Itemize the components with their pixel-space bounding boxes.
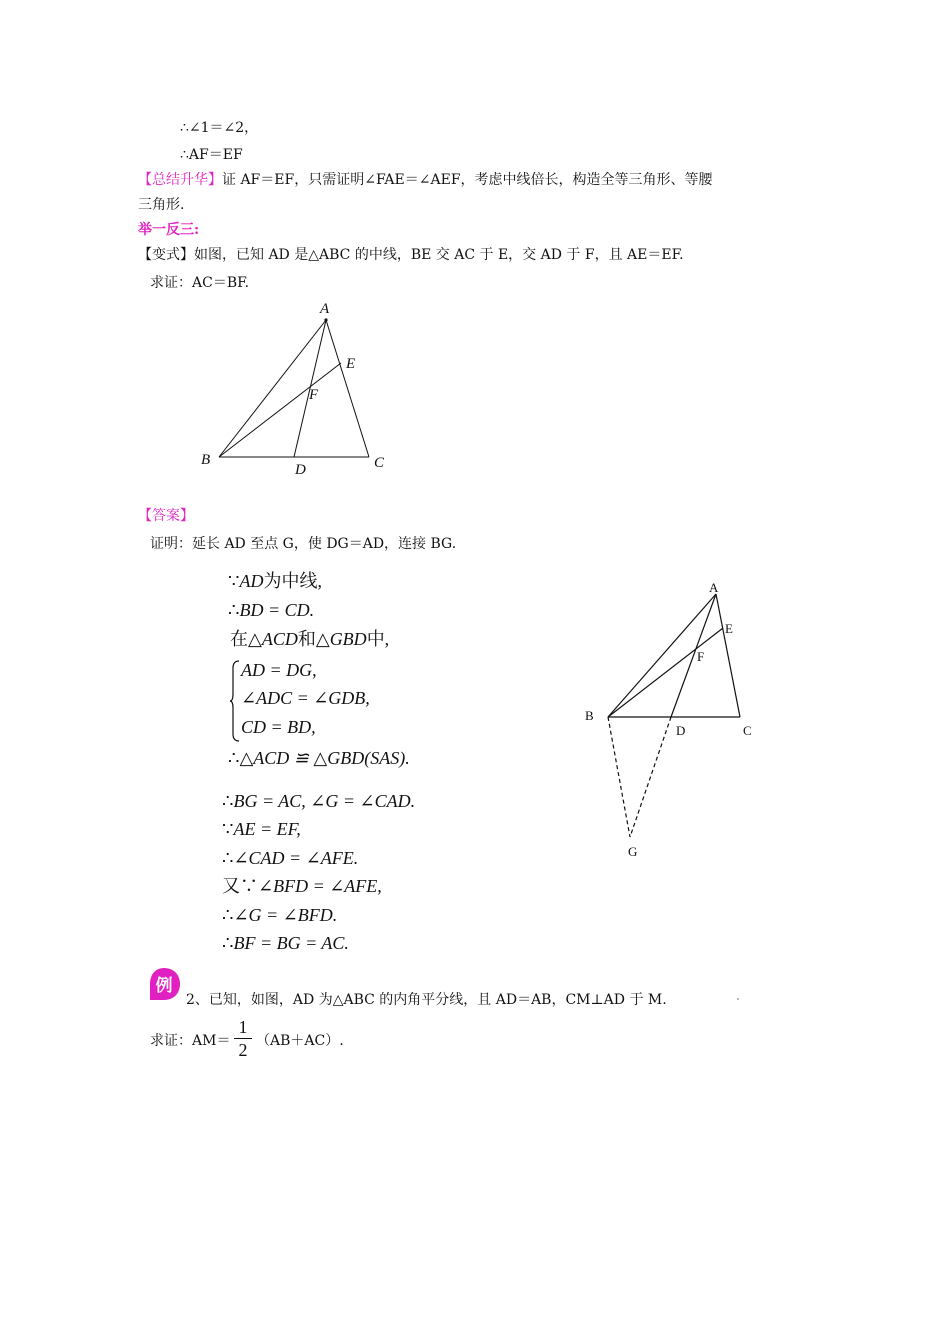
median-ad bbox=[671, 594, 716, 717]
variant-tag: 【变式】 bbox=[138, 247, 194, 263]
segment-be bbox=[219, 363, 341, 457]
math-line-2: ∴BD = CD. bbox=[228, 600, 315, 620]
condition-3: CD = BD, bbox=[241, 717, 316, 737]
math-line-8: 又∵∠BFD = ∠AFE, bbox=[222, 876, 382, 896]
answer-intro: 证明：延长 AD 至点 G，使 DG＝AD，连接 BG. bbox=[150, 536, 457, 552]
left-brace bbox=[230, 660, 240, 742]
variant-text: 如图，已知 AD 是△ABC 的中线，BE 交 AC 于 E，交 AD 于 F，且 AE＝EF. bbox=[194, 247, 684, 263]
answer-tag: 【答案】 bbox=[138, 508, 194, 524]
badge-text: 例 bbox=[155, 976, 173, 996]
example2-text: 2、已知，如图，AD 为△ABC 的内角平分线，且 AD＝AB，CM⊥AD 于 M. bbox=[186, 992, 667, 1008]
example-badge-icon bbox=[146, 966, 182, 1002]
fraction-denominator: 2 bbox=[238, 1040, 248, 1060]
side-ac bbox=[716, 594, 740, 717]
example2-prove-post: （AB＋AC）. bbox=[256, 1033, 344, 1049]
point-a-dot bbox=[324, 318, 327, 321]
condition-1: AD = DG, bbox=[241, 660, 317, 680]
proof-line-af-ef: ∴AF＝EF bbox=[180, 147, 243, 163]
math-line-7: ∴∠CAD = ∠AFE. bbox=[222, 848, 359, 868]
summary-text-continued: 三角形. bbox=[138, 197, 185, 213]
example2-prove-pre: 求证：AM＝ bbox=[150, 1033, 231, 1049]
triangle-figure-1 bbox=[195, 295, 395, 480]
variant-prove: 求证：AC＝BF. bbox=[150, 275, 250, 291]
label-a: A bbox=[320, 301, 330, 317]
triangle-figure-2 bbox=[575, 575, 765, 865]
label-e: E bbox=[725, 621, 733, 636]
fraction-one-half bbox=[234, 1017, 252, 1060]
fraction-numerator: 1 bbox=[238, 1017, 248, 1037]
label-f: F bbox=[697, 649, 705, 664]
label-b: B bbox=[201, 452, 211, 468]
label-a: A bbox=[709, 580, 719, 595]
condition-2: ∠ADC = ∠GDB, bbox=[241, 688, 370, 708]
stray-dot bbox=[737, 998, 739, 1000]
dashed-bg bbox=[608, 717, 630, 837]
label-e: E bbox=[346, 356, 356, 372]
label-d: D bbox=[676, 723, 686, 738]
side-ac bbox=[326, 320, 369, 457]
variant-paragraph bbox=[138, 245, 684, 265]
math-line-4: ∴△ACD ≌ △GBD(SAS). bbox=[228, 748, 410, 768]
label-b: B bbox=[585, 708, 594, 723]
label-d: D bbox=[295, 462, 306, 478]
summary-paragraph bbox=[138, 170, 713, 190]
summary-tag: 【总结升华】 bbox=[138, 172, 222, 188]
dashed-dg bbox=[630, 717, 671, 837]
proof-line-angle: ∴∠1＝∠2， bbox=[180, 120, 259, 136]
math-line-6: ∵AE = EF, bbox=[222, 819, 301, 839]
label-c: C bbox=[374, 455, 385, 471]
summary-text: 证 AF＝EF，只需证明∠FAE＝∠AEF，考虑中线倍长，构造全等三角形、等腰 bbox=[222, 172, 713, 188]
extension-title: 举一反三: bbox=[138, 222, 200, 238]
math-line-5: ∴BG = AC, ∠G = ∠CAD. bbox=[222, 791, 416, 811]
label-c: C bbox=[743, 723, 752, 738]
math-line-1: ∵AD为中线, bbox=[228, 571, 322, 591]
math-line-3: 在△ACD和△GBD中, bbox=[230, 629, 390, 649]
fraction-bar bbox=[234, 1038, 252, 1039]
math-line-9: ∴∠G = ∠BFD. bbox=[222, 905, 338, 925]
label-g: G bbox=[628, 844, 638, 859]
math-line-10: ∴BF = BG = AC. bbox=[222, 933, 349, 953]
segment-be bbox=[608, 628, 723, 717]
label-f: F bbox=[309, 387, 319, 403]
